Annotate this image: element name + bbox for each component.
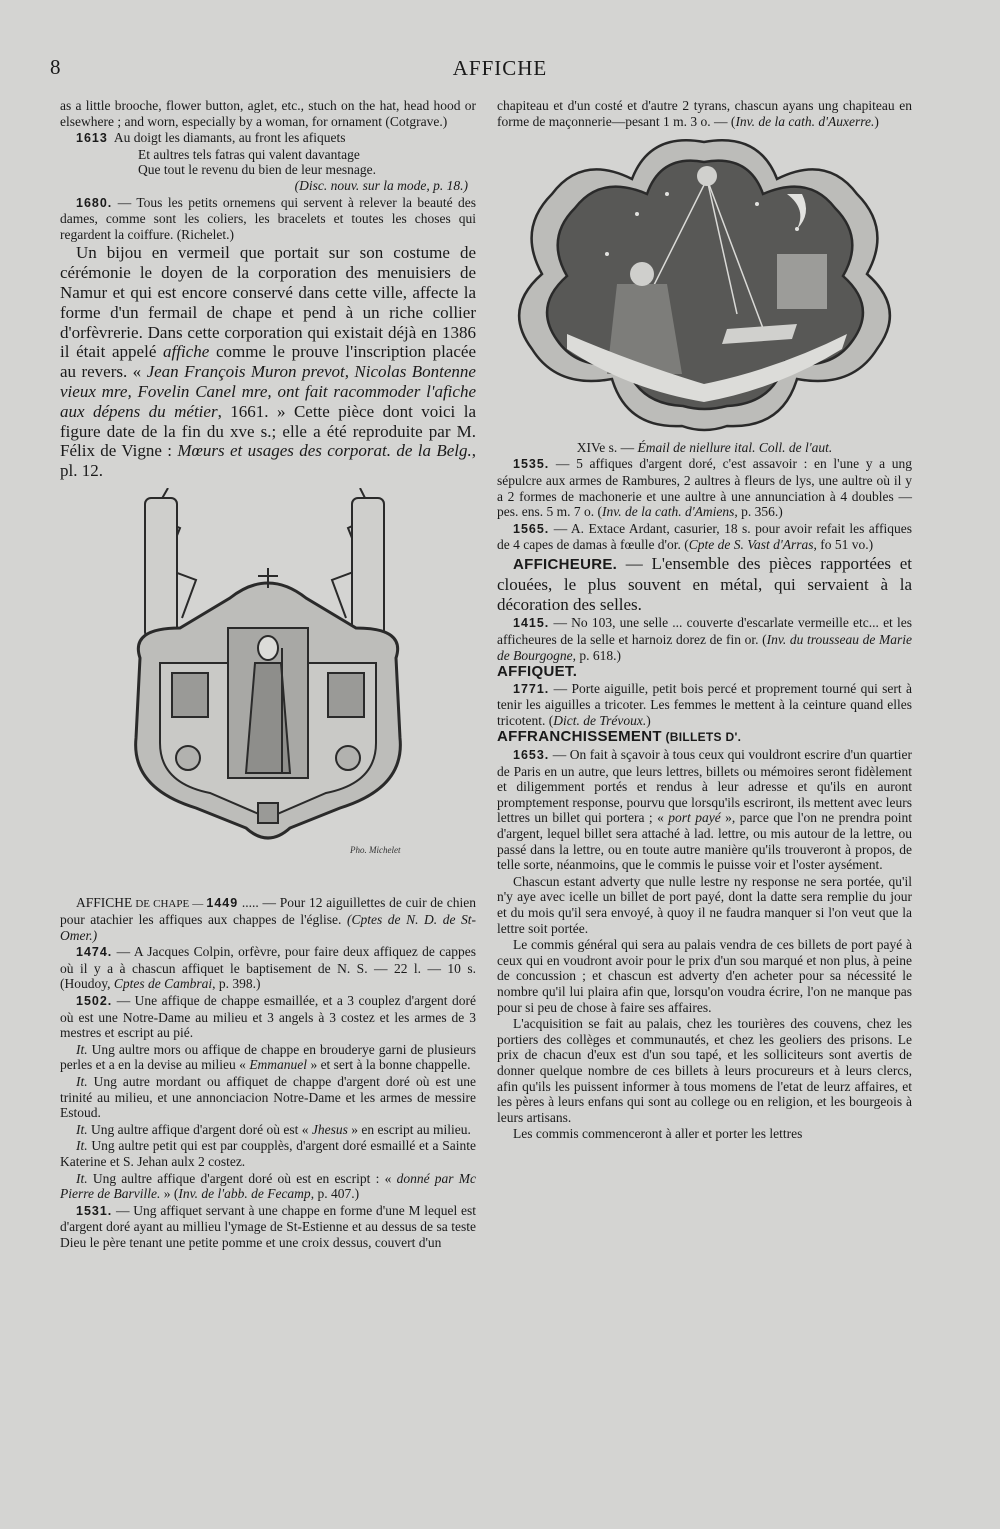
citation-entry: It. Ung aultre mors ou affique de chappe en brouderye garni de plusieurs perles et a en la devise au milieu « Emmanuel » et sert à la bonne chappelle.: [60, 1041, 476, 1073]
citation-entry: 1653. — On fait à sçavoir à tous ceux qui vouldront escrire d'un quartier de Paris en un autre, que leurs lettres, billets ou mémoires seront fidèlement et diligemment portés et rendus à leur adresse et qu'ils en auront promptement response, pourvu que lorsqu'ils escriront, ils mettent avec leurs lettres un billet qui portera ; « port payé », parce que l'on ne prendra point d'argent, lequel billet sera attaché à lad. lettre, ou mis autour de la lettre, ou passé dans la lettre, ou en toute autre manière qu'ils trouveront à propos, de telle sorte, néanmoins, que le commis le puisse voir et l'oster aysément.: [497, 747, 912, 873]
entry-heading: AFFRANCHISSEMENT (BILLETS D'.: [497, 728, 742, 746]
paragraph: chapiteau et d'un costé et d'autre 2 tyrans, chascun ayans ung chapiteau en forme de maçonnerie—pesant 1 m. 3 o. — (Inv. de la cath. d'Auxerre.): [497, 98, 912, 129]
engraver-signature: Pho. Michelet: [350, 844, 401, 855]
paragraph: Chascun estant adverty que nulle lestre ny response ne sera portée, qu'il n'y aye avec icelle un billet de port payé, dont la datte sera remplie du jour et du mois qu'il sera envoyé, à quoy il ne faudra manquer si l'on veut que la lettre soit portée.: [497, 873, 912, 936]
paragraph: as a little brooche, flower button, aglet, etc., stuch on the hat, head hood or elsewhere ; and worn, especially by a woman, for ornament (Cotgrave.): [60, 98, 476, 129]
running-head: AFFICHE: [452, 56, 548, 80]
left-shield: [172, 673, 208, 717]
entry-heading: AFFIQUET.: [497, 663, 578, 681]
figure-caption: XIVe s. — Émail de niellure ital. Coll. de l'aut.: [576, 439, 833, 455]
paragraph: Les commis commenceront à aller et porter les lettres: [513, 1126, 803, 1142]
citation-entry: It. Ung aultre affique d'argent doré où est en escript : « donné par Mc Pierre de Barville. » (Inv. de l'abb. de Fecamp, p. 407.): [60, 1170, 477, 1202]
left-column: [60, 98, 476, 1252]
citation-entry: It. Ung aultre petit qui est par coupplès, d'argent doré esmaillé et a Sainte Katerine et S. Jehan aulx 2 costez.: [60, 1138, 476, 1169]
verse-quote: 1613 Au doigt les diamants, au front les afiquets Et aultres tels fatras qui valent davantage Que tout le revenu du bien de leur mesnage. (Disc. nouv. sur la mode, p. 18.): [76, 130, 468, 193]
citation-entry: 1474. — A Jacques Colpin, orfèvre, pour faire deux affiquez de cappes où il y a à chascun affiquet le baptisement de N. S. — 22 l. — 10 s. (Houdoy, Cptes de Cambrai, p. 398.): [60, 944, 476, 992]
paragraph: Le commis général qui sera au palais vendra de ces billets de port payé à ceux qui en voudront avoir pour le prix d'un sou marqué et non plus, à peine de concussion ; et chascun est adverty d'en acheter pour sa nécessité le nombre qu'il lui plaira afin que, lorsqu'on voudra écrire, l'on ne manque pas pour si peu de chose à faire ses affaires.: [497, 937, 912, 1015]
citation-entry: It. Ung aultre affique d'argent doré où est « Jhesus » en escript au milieu.: [76, 1121, 471, 1137]
year-label: 1613: [76, 131, 108, 146]
citation-entry: It. Ung autre mordant ou affiquet de chappe d'argent doré où est une trinité au milieu, et une annonciacion Notre-Dame et les armes de messire Estoud.: [60, 1074, 476, 1121]
enamel-quatrefoil-image: [497, 134, 912, 434]
citation-entry: 1680. — Tous les petits ornemens qui servent à relever la beauté des dames, comme sont les coliers, les bracelets et toutes les choses qui regardent la coiffure. (Richelet.): [60, 194, 476, 242]
page-number: 8: [50, 55, 61, 79]
citation-entry: 1535. — 5 affiques d'argent doré, c'est assavoir : en l'une y a ung sépulcre aux armes de Rambures, 2 aultres à fleurs de lys, une aultre où il y a 2 formes de machonerie et une aultre à une annunciation à 4 doubles — pes. ens. 5 m. 7 o. (Inv. de la cath. d'Amiens, p. 356.): [497, 456, 912, 520]
right-shield: [328, 673, 364, 717]
citation-entry: AFFICHE DE CHAPE — 1449 ..... — Pour 12 aiguillettes de cuir de chien pour atachier les affiques aux chappes de l'église. (Cptes de N. D. de St-Omer.): [60, 894, 476, 943]
citation-entry: 1531. — Ung affiquet servant à une chappe en forme d'une M lequel est d'argent doré ayant au millieu l'ymage de St-Estienne et au dessus de sa teste Dieu le père tenant une petite pomme et une croix dessus, couvert d'un: [60, 1202, 476, 1250]
paragraph: L'acquisition se fait au palais, chez les tourières des couvens, chez les portiers des collèges et communautés, et chez les geoliers des prisons. Le prix de chacun d'eux est d'un sou tapé, et les solliciteurs sont avertis de donner quelque nombre de ces billets à leurs procureurs et à leurs clercs, afin qu'ils les puissent informer à tous momens de l'etat de leurz affaires, et les pères à leurs enfans qui sont au college ou en religion, et les bourgeois à leurs artisans.: [497, 1016, 912, 1125]
building: [777, 254, 827, 309]
saint-head: [258, 636, 278, 660]
citation-entry: 1415. — No 103, une selle ... couverte d'escarlate vermeille etc... et les afficheures de la selle et harnoiz dorez de fin or. (Inv. du trousseau de Marie de Bourgogne, p. 618.): [497, 615, 912, 663]
citation-entry: 1565. — A. Extace Ardant, casurier, 18 s. pour avoir refait les affiques de 4 capes de damas à fœulle d'or. (Cpte de S. Vast d'Arras, fo 51 vo.): [497, 520, 912, 553]
commentary-paragraph: Un bijou en vermeil que portait sur son costume de cérémonie le doyen de la corporation des menuisiers de Namur et qui est encore conservé dans cette ville, affecte la forme d'un fermail de chape et pend à un riche collier d'orfèvrerie. Dans cette corporation qui existait déjà en 1386 il était appelé affiche comme le prouve l'inscription placée au revers. « Jean François Muron prevot, Nicolas Bontenne vieux mre, Fovelin Canel mre, ont fait racommoder l'afiche aux dépens du métier, 1661. » Cette pièce dont voici la figure date de la fin du xve s.; elle a été reproduite par M. Félix de Vigne : Mœurs et usages des corporat. de la Belg., pl. 12.: [60, 243, 476, 481]
right-column: [497, 98, 912, 1143]
angel-figure: [697, 166, 717, 186]
entry-afficheure: AFFICHEURE. — L'ensemble des pièces rapportées et clouées, le plus souvent en métal, qui servaient à la décoration des selles.: [497, 553, 912, 614]
citation-entry: 1502. — Une affique de chappe esmaillée, et a 3 couplez d'argent doré où est une Notre-Dame au milieu et 3 angels à 3 costez et les armes de 3 mestres et escript au pié.: [60, 993, 476, 1041]
citation-entry: 1771. — Porte aiguille, petit bois percé et proprement tourné qui sert à tenir les aiguilles a tricoter. Les femmes le mettent à la ceinture quand elles tricotent. (Dict. de Trévoux.): [497, 680, 912, 728]
entry-heading: AFFICHEURE.: [513, 555, 618, 573]
chape-clasp-engraving: [60, 488, 476, 883]
